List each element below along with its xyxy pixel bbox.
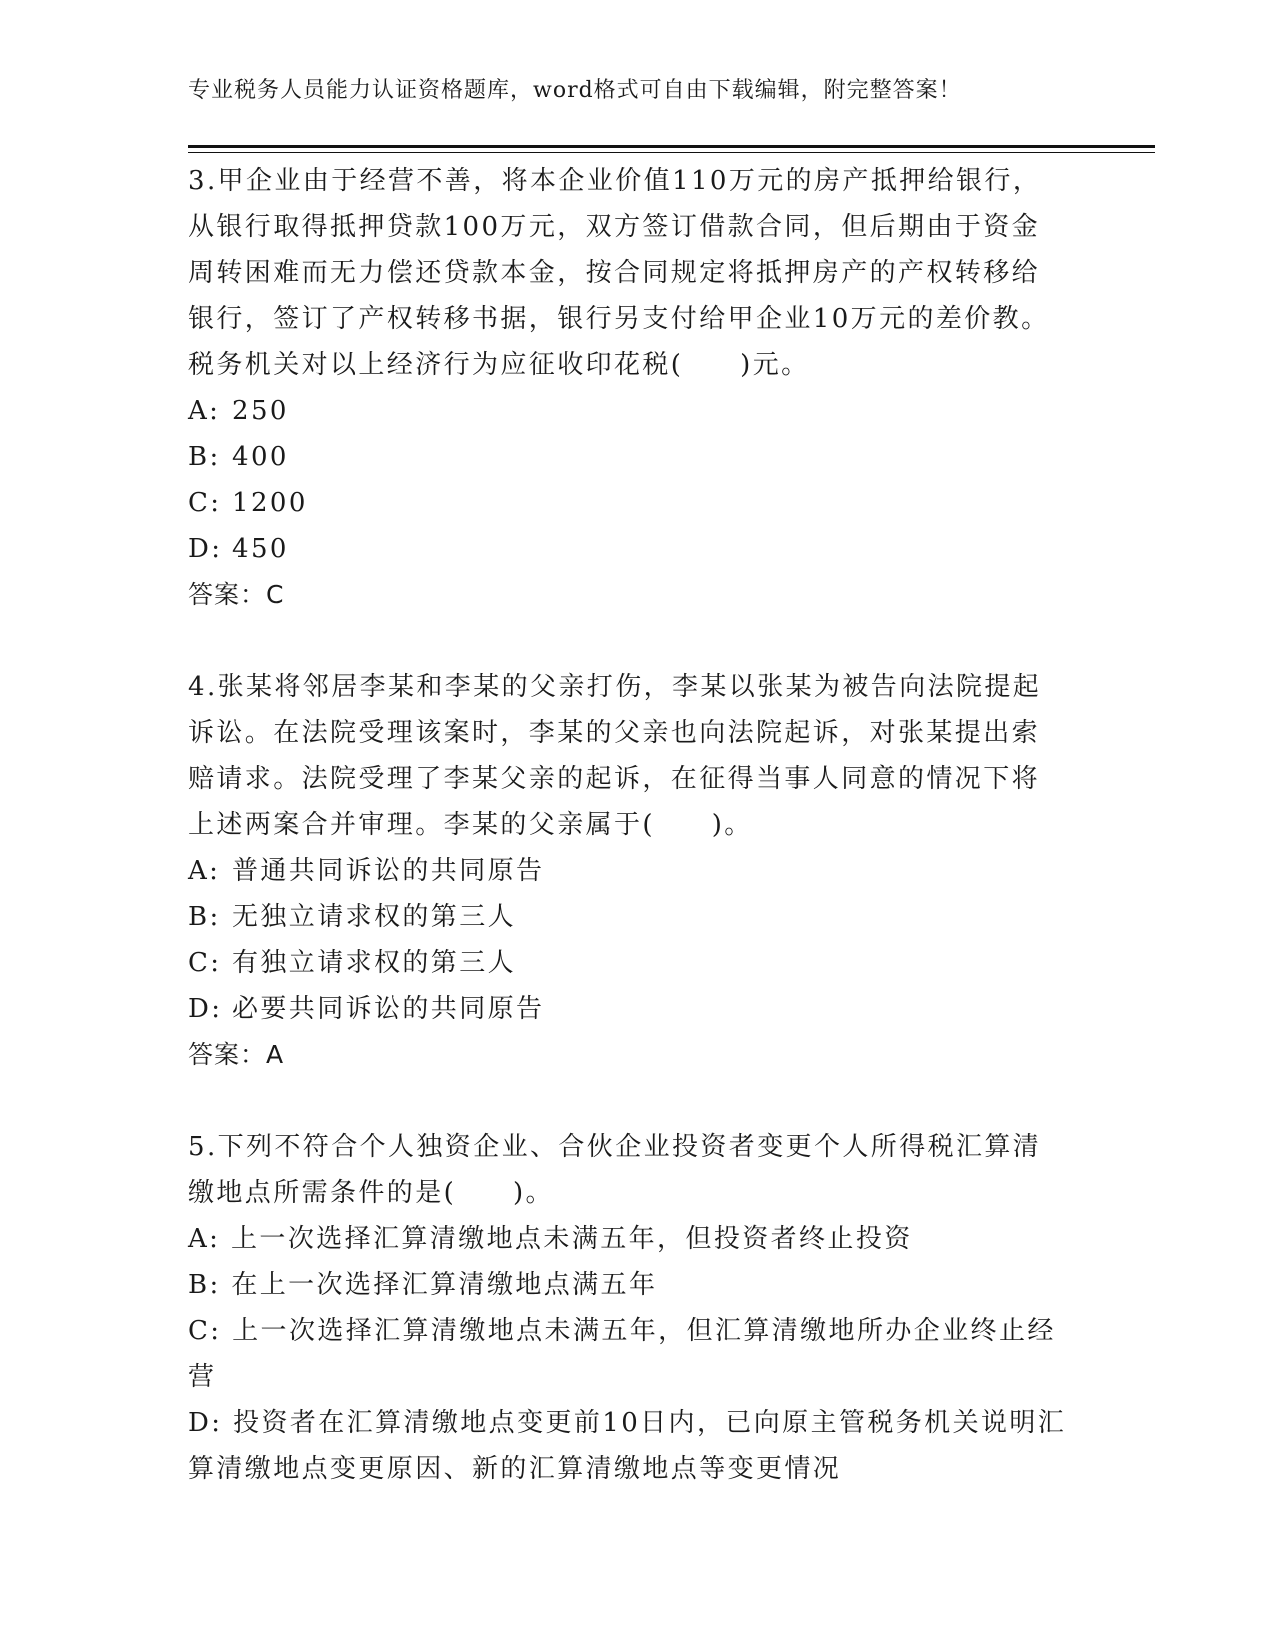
option-text: 普通共同诉讼的共同原告 [232,856,545,886]
question-stem: 4.张某将邻居李某和李某的父亲打伤，李某以张某为被告向法院提起诉讼。在法院受理该案时，李某的父亲也向法院起诉，对张某提出索赔请求。法院受理了李某父亲的起诉，在征得当事人同意的情况下将上述两案合并审理。李某的父亲属于( )。 [188,672,1042,840]
option-text: 必要共同诉讼的共同原告 [232,994,545,1024]
question-4 [188,664,1068,1078]
option-text: 上一次选择汇算清缴地点未满五年，但汇算清缴地所办企业终止经营 [188,1316,1056,1392]
header-rule-thin [188,152,1155,153]
option-letter: A: [188,1224,221,1254]
question-stem: 5.下列不符合个人独资企业、合伙企业投资者变更个人所得税汇算清缴地点所需条件的是( )。 [188,1132,1042,1208]
option-a [188,388,1068,434]
question-5 [188,1124,1068,1492]
option-a [188,848,1068,894]
option-d [188,1400,1068,1492]
question-stem: 3.甲企业由于经营不善，将本企业价值110万元的房产抵押给银行，从银行取得抵押贷款100万元，双方签订借款合同，但后期由于资金周转困难而无力偿还贷款本金，按合同规定将抵押房产的产权转移给银行，签订了产权转移书据，银行另支付给甲企业10万元的差价教。税务机关对以上经济行为应征收印花税( )元。 [188,166,1050,380]
spacer [188,1078,1068,1124]
option-letter: B: [188,442,221,472]
option-d [188,526,1068,572]
option-letter: C: [188,488,222,518]
option-letter: D: [188,1408,223,1438]
option-letter: A: [188,396,221,426]
answer-line: 答案：A [188,1040,285,1069]
option-letter: D: [188,994,223,1024]
option-text: 450 [232,534,289,564]
option-b [188,1262,1068,1308]
question-3 [188,158,1068,618]
answer-line: 答案：C [188,580,285,609]
option-letter: A: [188,856,221,886]
option-letter: D: [188,534,223,564]
option-d [188,986,1068,1032]
header-rule-thick [188,145,1155,148]
option-text: 250 [232,396,289,426]
option-text: 有独立请求权的第三人 [232,948,517,978]
option-text: 上一次选择汇算清缴地点未满五年，但投资者终止投资 [231,1224,913,1254]
option-c [188,480,1068,526]
option-text: 无独立请求权的第三人 [232,902,517,932]
option-c [188,1308,1068,1400]
question-list [188,158,1068,1492]
spacer [188,618,1068,664]
option-text: 1200 [232,488,308,518]
option-c [188,940,1068,986]
option-letter: B: [188,902,221,932]
option-text: 在上一次选择汇算清缴地点满五年 [231,1270,658,1300]
page-header: 专业税务人员能力认证资格题库，word格式可自由下载编辑，附完整答案！ [188,78,962,103]
option-letter: C: [188,948,222,978]
option-b [188,894,1068,940]
option-text: 投资者在汇算清缴地点变更前10日内，已向原主管税务机关说明汇算清缴地点变更原因、新的汇算清缴地点等变更情况 [188,1408,1067,1484]
option-letter: C: [188,1316,222,1346]
option-letter: B: [188,1270,221,1300]
option-b [188,434,1068,480]
option-a [188,1216,1068,1262]
option-text: 400 [232,442,289,472]
